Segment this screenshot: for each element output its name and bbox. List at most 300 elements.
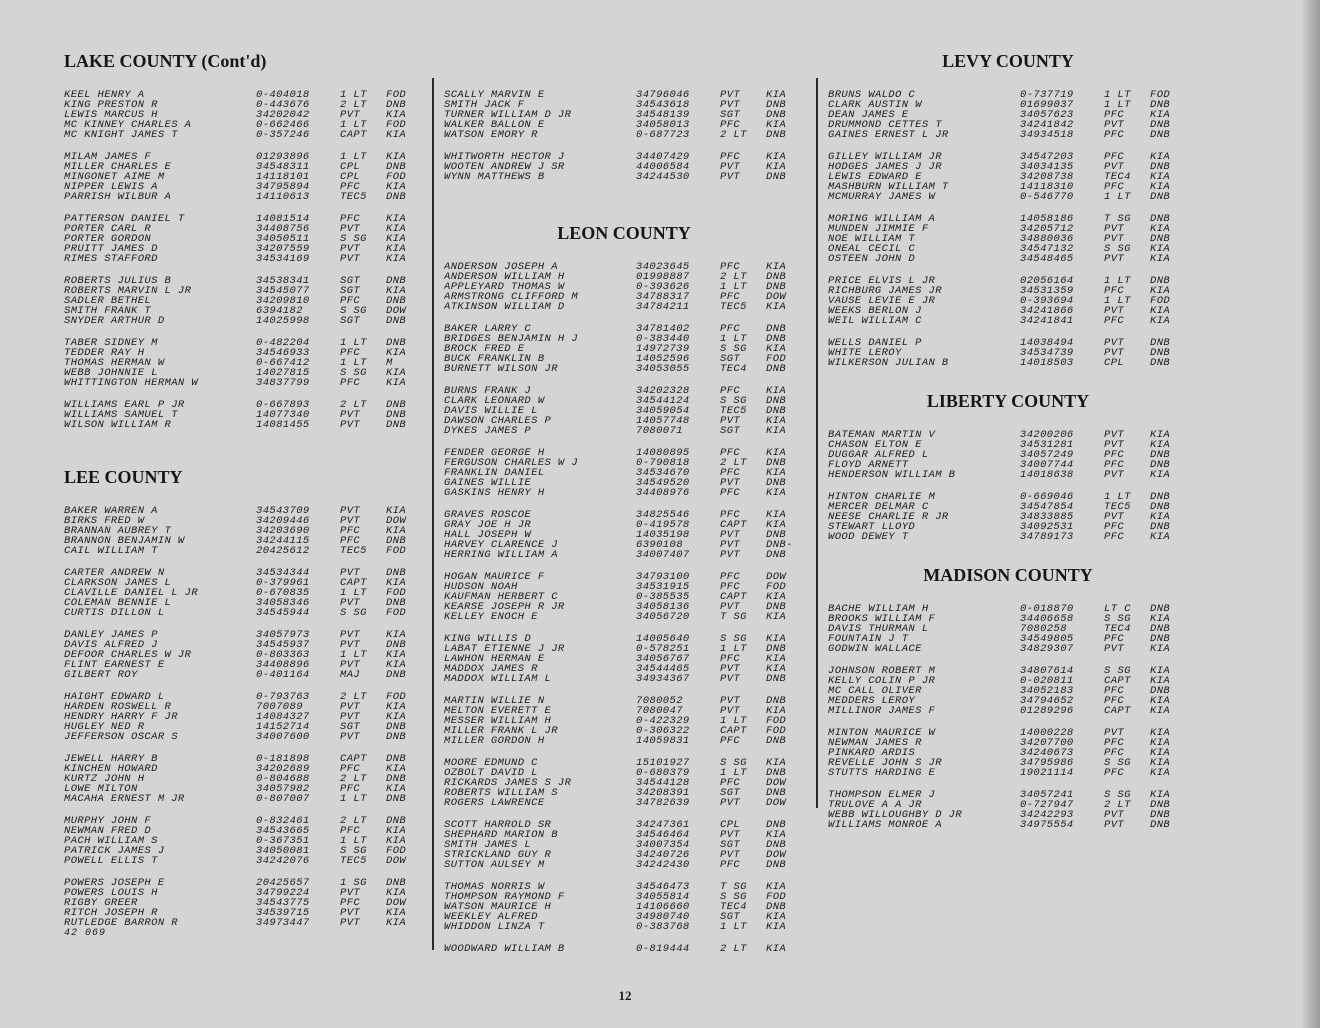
serial-number: 0-803363	[256, 649, 310, 661]
serial-number: 14005640	[636, 633, 690, 645]
soldier-name: DAVIS ALFRED J	[64, 640, 158, 650]
entry-group	[444, 386, 804, 436]
status-code: DNB	[766, 109, 787, 121]
casualty-row	[444, 726, 804, 736]
status-code: KIA	[766, 301, 787, 313]
casualty-row	[444, 944, 804, 954]
serial-number: 02056164	[1020, 275, 1074, 287]
casualty-row	[444, 540, 804, 550]
status-code: FOD	[386, 119, 407, 131]
serial-number: 14038494	[1020, 337, 1074, 349]
rank: 1 LT	[720, 643, 747, 655]
casualty-row	[64, 182, 424, 192]
rank: PFC	[1104, 449, 1125, 461]
status-code: DNB	[1150, 191, 1171, 203]
entry-group	[64, 90, 424, 140]
entry-group	[828, 666, 1188, 716]
rank: PVT	[1104, 439, 1125, 451]
entry-group	[444, 696, 804, 746]
casualty-row	[828, 286, 1188, 296]
soldier-name: PRUITT JAMES D	[64, 244, 158, 254]
soldier-name: BATEMAN MARTIN V	[828, 430, 936, 440]
status-code: DNB	[766, 601, 787, 613]
casualty-row	[64, 598, 424, 608]
rank: TEC5	[720, 301, 747, 313]
casualty-row	[444, 110, 804, 120]
casualty-row	[828, 430, 1188, 440]
status-code: DOW	[386, 897, 407, 909]
rank: 1 LT	[1104, 89, 1131, 101]
soldier-name: RIMES STAFFORD	[64, 254, 158, 264]
status-code: DOW	[386, 305, 407, 317]
casualty-row	[444, 592, 804, 602]
casualty-row	[64, 348, 424, 358]
serial-number: 0-393694	[1020, 295, 1074, 307]
serial-number: 34244530	[636, 171, 690, 183]
serial-number: 34050511	[256, 233, 310, 245]
casualty-row	[444, 90, 804, 100]
rank: PFC	[1104, 129, 1125, 141]
status-code: FOD	[386, 545, 407, 557]
soldier-name: LABAT ETIENNE J JR	[444, 644, 565, 654]
serial-number: 0-383768	[636, 921, 690, 933]
serial-number: 0-419578	[636, 519, 690, 531]
soldier-name: MADDOX JAMES R	[444, 664, 538, 674]
soldier-name: WALKER BALLON E	[444, 120, 545, 130]
status-code: DNB	[1150, 819, 1171, 831]
serial-number: 20425612	[256, 545, 310, 557]
rank: 1 LT	[1104, 275, 1131, 287]
rank: PFC	[1104, 695, 1125, 707]
status-code: KIA	[766, 119, 787, 131]
soldier-name: MEDDERS LEROY	[828, 696, 916, 706]
soldier-name: MILLER GORDON H	[444, 736, 545, 746]
serial-number: 34545937	[256, 639, 310, 651]
casualty-row	[444, 416, 804, 426]
soldier-name: WEEKLEY ALFRED	[444, 912, 538, 922]
serial-number: 34549520	[636, 477, 690, 489]
rank: TEC4	[1104, 171, 1131, 183]
serial-number: 0-357246	[256, 129, 310, 141]
casualty-row	[828, 820, 1188, 830]
status-code: KIA	[1150, 243, 1171, 255]
rank: TEC5	[340, 545, 367, 557]
status-code: DNB	[386, 753, 407, 765]
status-code: FOD	[386, 691, 407, 703]
status-code: KIA	[766, 467, 787, 479]
rank: 1 LT	[720, 715, 747, 727]
serial-number: 0-662466	[256, 119, 310, 131]
casualty-row	[64, 856, 424, 866]
serial-number: 01998887	[636, 271, 690, 283]
entry-group	[444, 262, 804, 312]
casualty-row	[444, 130, 804, 140]
rank: PVT	[1104, 819, 1125, 831]
rank: 1 LT	[1104, 191, 1131, 203]
casualty-row	[828, 254, 1188, 264]
casualty-row	[444, 696, 804, 706]
soldier-name: PRICE ELVIS L JR	[828, 276, 936, 286]
rank: PFC	[720, 653, 741, 665]
casualty-row	[64, 546, 424, 556]
serial-number: 34240673	[1020, 747, 1074, 759]
status-code: KIA	[1150, 767, 1171, 779]
soldier-name: LOWE MILTON	[64, 784, 138, 794]
casualty-row	[828, 706, 1188, 716]
entry-group	[64, 816, 424, 866]
soldier-name: FOUNTAIN J T	[828, 634, 909, 644]
soldier-name: POWELL ELLIS T	[64, 856, 158, 866]
casualty-row	[444, 510, 804, 520]
casualty-row	[444, 850, 804, 860]
rank: CPL	[340, 171, 361, 183]
casualty-row	[444, 758, 804, 768]
casualty-row	[64, 722, 424, 732]
casualty-row	[444, 282, 804, 292]
rank: PFC	[720, 151, 741, 163]
status-code: DOW	[766, 291, 787, 303]
rank: 2 LT	[340, 773, 367, 785]
serial-number: 34092531	[1020, 521, 1074, 533]
rank: S SG	[720, 343, 747, 355]
status-code: KIA	[766, 261, 787, 273]
soldier-name: WILLIAMS SAMUEL T	[64, 410, 178, 420]
casualty-row	[64, 378, 424, 388]
rank: CAPT	[720, 519, 747, 531]
rank: PFC	[1104, 531, 1125, 543]
serial-number: 34547203	[1020, 151, 1074, 163]
casualty-row	[64, 650, 424, 660]
rank: PVT	[720, 415, 741, 427]
casualty-row	[828, 522, 1188, 532]
status-code: DNB	[766, 129, 787, 141]
status-code: DNB	[766, 477, 787, 489]
serial-number: 34007354	[636, 839, 690, 851]
rank: SGT	[340, 721, 361, 733]
status-code: KIA	[766, 487, 787, 499]
casualty-row	[828, 296, 1188, 306]
serial-number: 34547132	[1020, 243, 1074, 255]
serial-number: 6390108	[636, 539, 683, 551]
rank: SGT	[720, 353, 741, 365]
casualty-row	[64, 338, 424, 348]
soldier-name: MILAM JAMES F	[64, 152, 152, 162]
serial-number: 0-018870	[1020, 603, 1074, 615]
soldier-name: MILLER CHARLES E	[64, 162, 172, 172]
casualty-row	[444, 530, 804, 540]
soldier-name: FLOYD ARNETT	[828, 460, 909, 470]
status-code: KIA	[386, 377, 407, 389]
casualty-row	[64, 224, 424, 234]
status-code: DOW	[386, 515, 407, 527]
status-code: DNB	[766, 819, 787, 831]
soldier-name: RICKARDS JAMES S JR	[444, 778, 572, 788]
soldier-name: WYNN MATTHEWS B	[444, 172, 545, 182]
casualty-row	[64, 244, 424, 254]
rank: PFC	[720, 119, 741, 131]
soldier-name: GODWIN WALLACE	[828, 644, 922, 654]
status-code: KIA	[766, 385, 787, 397]
status-code: DNB	[766, 673, 787, 685]
status-code: KIA	[386, 629, 407, 641]
status-code: DNB	[386, 567, 407, 579]
soldier-name: RITCH JOSEPH R	[64, 908, 158, 918]
casualty-row	[444, 344, 804, 354]
status-code: DNB	[386, 815, 407, 827]
status-code: KIA	[1150, 727, 1171, 739]
status-code: DNB	[766, 695, 787, 707]
soldier-name: WOODWARD WILLIAM B	[444, 944, 565, 954]
soldier-name: PORTER GORDON	[64, 234, 152, 244]
county-section	[828, 390, 1188, 542]
casualty-row	[444, 820, 804, 830]
status-code: KIA	[386, 907, 407, 919]
status-code: KIA	[386, 577, 407, 589]
casualty-row	[64, 836, 424, 846]
status-code: KIA	[766, 151, 787, 163]
soldier-name: RICHBURG JAMES JR	[828, 286, 942, 296]
casualty-row	[828, 728, 1188, 738]
casualty-list	[64, 506, 424, 928]
casualty-row	[64, 276, 424, 286]
rank: PFC	[340, 213, 361, 225]
casualty-row	[444, 272, 804, 282]
casualty-row	[64, 296, 424, 306]
status-code: DNB	[1150, 623, 1171, 635]
status-code: KIA	[386, 223, 407, 235]
casualty-row	[64, 172, 424, 182]
serial-number: 44006584	[636, 161, 690, 173]
soldier-name: STEWART LLOYD	[828, 522, 916, 532]
rank: 1 LT	[340, 587, 367, 599]
status-code: KIA	[766, 415, 787, 427]
soldier-name: KEARSE JOSEPH R JR	[444, 602, 565, 612]
rank: TEC4	[1104, 623, 1131, 635]
serial-number: 0-443676	[256, 99, 310, 111]
serial-number: 0-383440	[636, 333, 690, 345]
serial-number: 14118101	[256, 171, 310, 183]
rank: S SG	[1104, 789, 1131, 801]
rank: PVT	[340, 409, 361, 421]
casualty-row	[444, 120, 804, 130]
rank: S SG	[1104, 665, 1131, 677]
status-code: DNB	[1150, 99, 1171, 111]
column-divider	[816, 78, 818, 808]
entry-group	[828, 152, 1188, 202]
soldier-name: TEDDER RAY H	[64, 348, 145, 358]
serial-number: 14152714	[256, 721, 310, 733]
county-section	[444, 50, 804, 182]
soldier-name: PINKARD ARDIS	[828, 748, 916, 758]
status-code: DNB	[766, 457, 787, 469]
casualty-row	[444, 448, 804, 458]
casualty-row	[444, 324, 804, 334]
serial-number: 34244115	[256, 535, 310, 547]
casualty-row	[64, 784, 424, 794]
status-code: KIA	[766, 653, 787, 665]
casualty-row	[444, 664, 804, 674]
soldier-name: WELLS DANIEL P	[828, 338, 922, 348]
serial-number: 34538341	[256, 275, 310, 287]
soldier-name: GAINES WILLIE	[444, 478, 532, 488]
soldier-name: KEEL HENRY A	[64, 90, 145, 100]
entry-group	[444, 152, 804, 182]
rank: PVT	[720, 539, 741, 551]
serial-number: 34209810	[256, 295, 310, 307]
status-code: DNB	[1150, 337, 1171, 349]
rank: PVT	[720, 849, 741, 861]
status-code: KIA	[386, 285, 407, 297]
casualty-row	[444, 912, 804, 922]
casualty-row	[64, 670, 424, 680]
rank: PVT	[1104, 643, 1125, 655]
serial-number: 34549805	[1020, 633, 1074, 645]
serial-number: 34241841	[1020, 315, 1074, 327]
rank: SGT	[340, 275, 361, 287]
casualty-row	[444, 302, 804, 312]
soldier-name: WILKERSON JULIAN B	[828, 358, 949, 368]
casualty-row	[64, 286, 424, 296]
soldier-name: MERCER DELMAR C	[828, 502, 929, 512]
rank: PFC	[340, 295, 361, 307]
soldier-name: TABER SIDNEY M	[64, 338, 158, 348]
serial-number: 34543665	[256, 825, 310, 837]
rank: PVT	[1104, 119, 1125, 131]
casualty-row	[828, 634, 1188, 644]
serial-number: 14025998	[256, 315, 310, 327]
casualty-row	[828, 316, 1188, 326]
casualty-row	[828, 800, 1188, 810]
soldier-name: DAVIS WILLIE L	[444, 406, 538, 416]
entry-group	[64, 754, 424, 804]
serial-number: 0-727947	[1020, 799, 1074, 811]
status-code: KIA	[1150, 613, 1171, 625]
casualty-row	[64, 130, 424, 140]
casualty-row	[444, 654, 804, 664]
casualty-row	[444, 798, 804, 808]
casualty-row	[64, 214, 424, 224]
casualty-row	[828, 502, 1188, 512]
county-heading: LIBERTY COUNTY	[926, 391, 1090, 411]
soldier-name: MINTON MAURICE W	[828, 728, 936, 738]
casualty-row	[444, 100, 804, 110]
casualty-row	[444, 612, 804, 622]
casualty-row	[828, 244, 1188, 254]
status-code: DNB	[386, 877, 407, 889]
soldier-name: KING WILLIS D	[444, 634, 532, 644]
rank: PFC	[1104, 685, 1125, 697]
status-code: KIA	[386, 525, 407, 537]
entry-group	[444, 634, 804, 684]
entry-group	[828, 338, 1188, 368]
casualty-row	[444, 468, 804, 478]
rank: S SG	[340, 233, 367, 245]
serial-number: 34807614	[1020, 665, 1074, 677]
soldier-name: DUGGAR ALFRED L	[828, 450, 929, 460]
soldier-name: WATSON EMORY R	[444, 130, 538, 140]
casualty-row	[64, 110, 424, 120]
serial-number: 0-687723	[636, 129, 690, 141]
rank: PVT	[340, 731, 361, 743]
casualty-row	[64, 420, 424, 430]
serial-number: 34545944	[256, 607, 310, 619]
casualty-row	[444, 778, 804, 788]
serial-number: 34531281	[1020, 439, 1074, 451]
serial-number: 34057982	[256, 783, 310, 795]
casualty-row	[828, 790, 1188, 800]
casualty-row	[64, 702, 424, 712]
rank: S SG	[1104, 613, 1131, 625]
rank: PVT	[340, 639, 361, 651]
status-code: DOW	[766, 777, 787, 789]
rank: 1 LT	[340, 793, 367, 805]
status-code: KIA	[1150, 665, 1171, 677]
county-heading: LEE COUNTY	[64, 467, 183, 487]
serial-number: 6394182	[256, 305, 303, 317]
casualty-row	[828, 604, 1188, 614]
casualty-row	[828, 214, 1188, 224]
serial-number: 34242076	[256, 855, 310, 867]
status-code: DNB	[766, 787, 787, 799]
serial-number: 34548465	[1020, 253, 1074, 265]
status-code: KIA	[766, 757, 787, 769]
rank: PVT	[340, 505, 361, 517]
status-code: DOW	[766, 797, 787, 809]
rank: PFC	[1104, 109, 1125, 121]
soldier-name: SADLER BETHEL	[64, 296, 152, 306]
status-code: DNB	[766, 99, 787, 111]
soldier-name: STRICKLAND GUY R	[444, 850, 552, 860]
serial-number: 7080071	[636, 425, 683, 437]
serial-number: 0-790818	[636, 457, 690, 469]
serial-number: 34058346	[256, 597, 310, 609]
serial-number: 34057249	[1020, 449, 1074, 461]
status-code: KIA	[1150, 223, 1171, 235]
serial-number: 14081455	[256, 419, 310, 431]
soldier-name: JEWELL HARRY B	[64, 754, 158, 764]
soldier-name: ARMSTRONG CLIFFORD M	[444, 292, 579, 302]
rank: PFC	[1104, 285, 1125, 297]
serial-number: 34534670	[636, 467, 690, 479]
rank: PVT	[720, 161, 741, 173]
status-code: FOD	[1150, 295, 1171, 307]
soldier-name: FERGUSON CHARLES W J	[444, 458, 579, 468]
serial-number: 7007089	[256, 701, 303, 713]
soldier-name: KING PRESTON R	[64, 100, 158, 110]
soldier-name: MELTON EVERETT E	[444, 706, 552, 716]
entry-group	[444, 572, 804, 622]
serial-number: 0-819444	[636, 943, 690, 955]
casualty-list	[828, 604, 1188, 830]
soldier-name: FLINT EARNEST E	[64, 660, 165, 670]
soldier-name: BROCK FRED E	[444, 344, 525, 354]
serial-number: 0-401164	[256, 669, 310, 681]
rank: 2 LT	[720, 457, 747, 469]
serial-number: 01289296	[1020, 705, 1074, 717]
rank: TEC5	[340, 855, 367, 867]
county-heading: LAKE COUNTY (Cont'd)	[64, 51, 267, 71]
status-code: DNB	[766, 529, 787, 541]
entry-group	[64, 152, 424, 202]
status-code: KIA	[1150, 181, 1171, 193]
rank: S SG	[1104, 757, 1131, 769]
serial-number: 34546464	[636, 829, 690, 841]
serial-number: 14000228	[1020, 727, 1074, 739]
rank: PFC	[720, 859, 741, 871]
rank: S SG	[720, 395, 747, 407]
soldier-name: BIRKS FRED W	[64, 516, 145, 526]
rank: PVT	[720, 673, 741, 685]
